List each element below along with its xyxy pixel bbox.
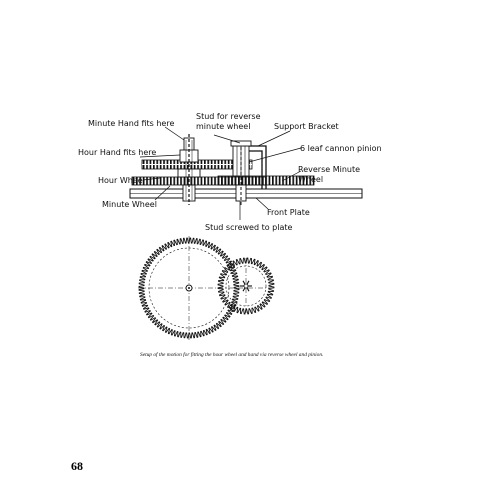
label-cannon-pinion: 6 leaf cannon pinion (300, 144, 382, 153)
label-minute-wheel: Minute Wheel (102, 200, 157, 209)
page-number: 68 (71, 459, 83, 473)
label-minute-hand: Minute Hand fits here (88, 119, 175, 128)
label-stud-line1: Stud for reverse (196, 112, 261, 121)
label-stud-line2: minute wheel (196, 122, 251, 131)
label-hour-hand: Hour Hand fits here (78, 148, 157, 157)
label-front-plate: Front Plate (267, 208, 310, 217)
label-reverse-line1: Reverse Minute (298, 165, 361, 174)
leader-lines (140, 127, 301, 220)
label-support-bracket: Support Bracket (274, 122, 339, 131)
label-stud-screwed: Stud screwed to plate (205, 223, 293, 232)
label-hour-wheel: Hour Wheel (98, 176, 145, 185)
label-reverse-line2: Wheel (298, 175, 324, 184)
front-view-diagram (138, 236, 275, 340)
figure-caption: Setup of the motion for fitting the hour wheel and hand via reverse wheel and pinion. (140, 352, 324, 358)
side-view-diagram (78, 112, 382, 232)
